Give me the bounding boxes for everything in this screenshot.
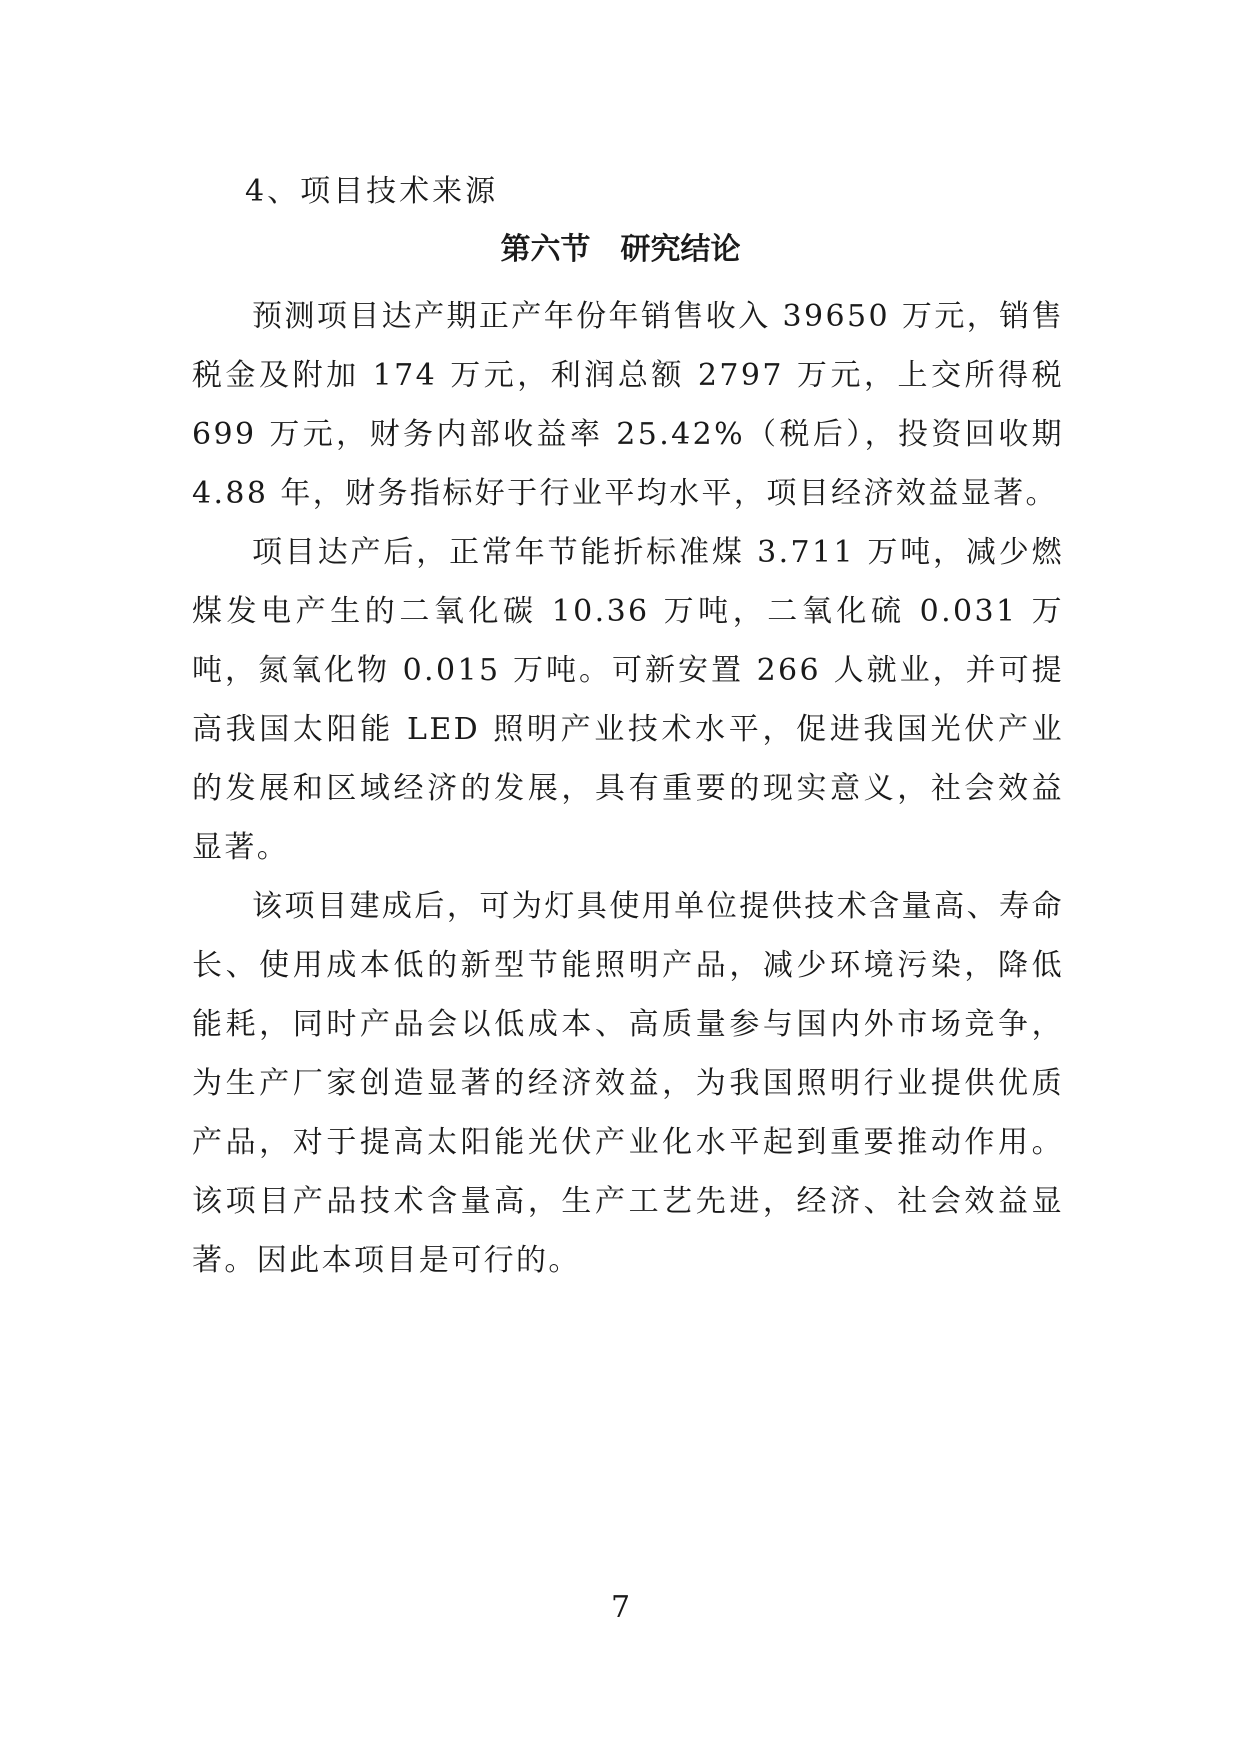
paragraph-financial-conclusion: 预测项目达产期正产年份年销售收入 39650 万元，销售税金及附加 174 万元，利润总额 2797 万元，上交所得税 699 万元，财务内部收益率 25.42%（税后），投资回收期 4.88 年，财务指标好于行业平均水平，项目经济效益显著。	[192, 299, 1064, 511]
body-text	[192, 287, 1064, 1290]
page-number: 7	[610, 1590, 631, 1625]
paragraph-environmental-benefit: 项目达产后，正常年节能折标准煤 3.711 万吨，减少燃煤发电产生的二氧化碳 10.36 万吨，二氧化硫 0.031 万吨，氮氧化物 0.015 万吨。可新安置 266 人就业，并可提高我国太阳能 LED 照明产业技术水平，促进我国光伏产业的发展和区域经济的发展，具有重要的现实意义，社会效益显著。	[192, 535, 1064, 865]
section-title: 第六节 研究结论	[500, 232, 741, 267]
item-heading: 4、项目技术来源	[245, 174, 499, 209]
paragraph-feasibility-conclusion: 该项目建成后，可为灯具使用单位提供技术含量高、寿命长、使用成本低的新型节能照明产品，减少环境污染，降低能耗，同时产品会以低成本、高质量参与国内外市场竞争，为生产厂家创造显著的经济效益，为我国照明行业提供优质产品，对于提高太阳能光伏产业化水平起到重要推动作用。该项目产品技术含量高，生产工艺先进，经济、社会效益显著。因此本项目是可行的。	[192, 889, 1064, 1278]
